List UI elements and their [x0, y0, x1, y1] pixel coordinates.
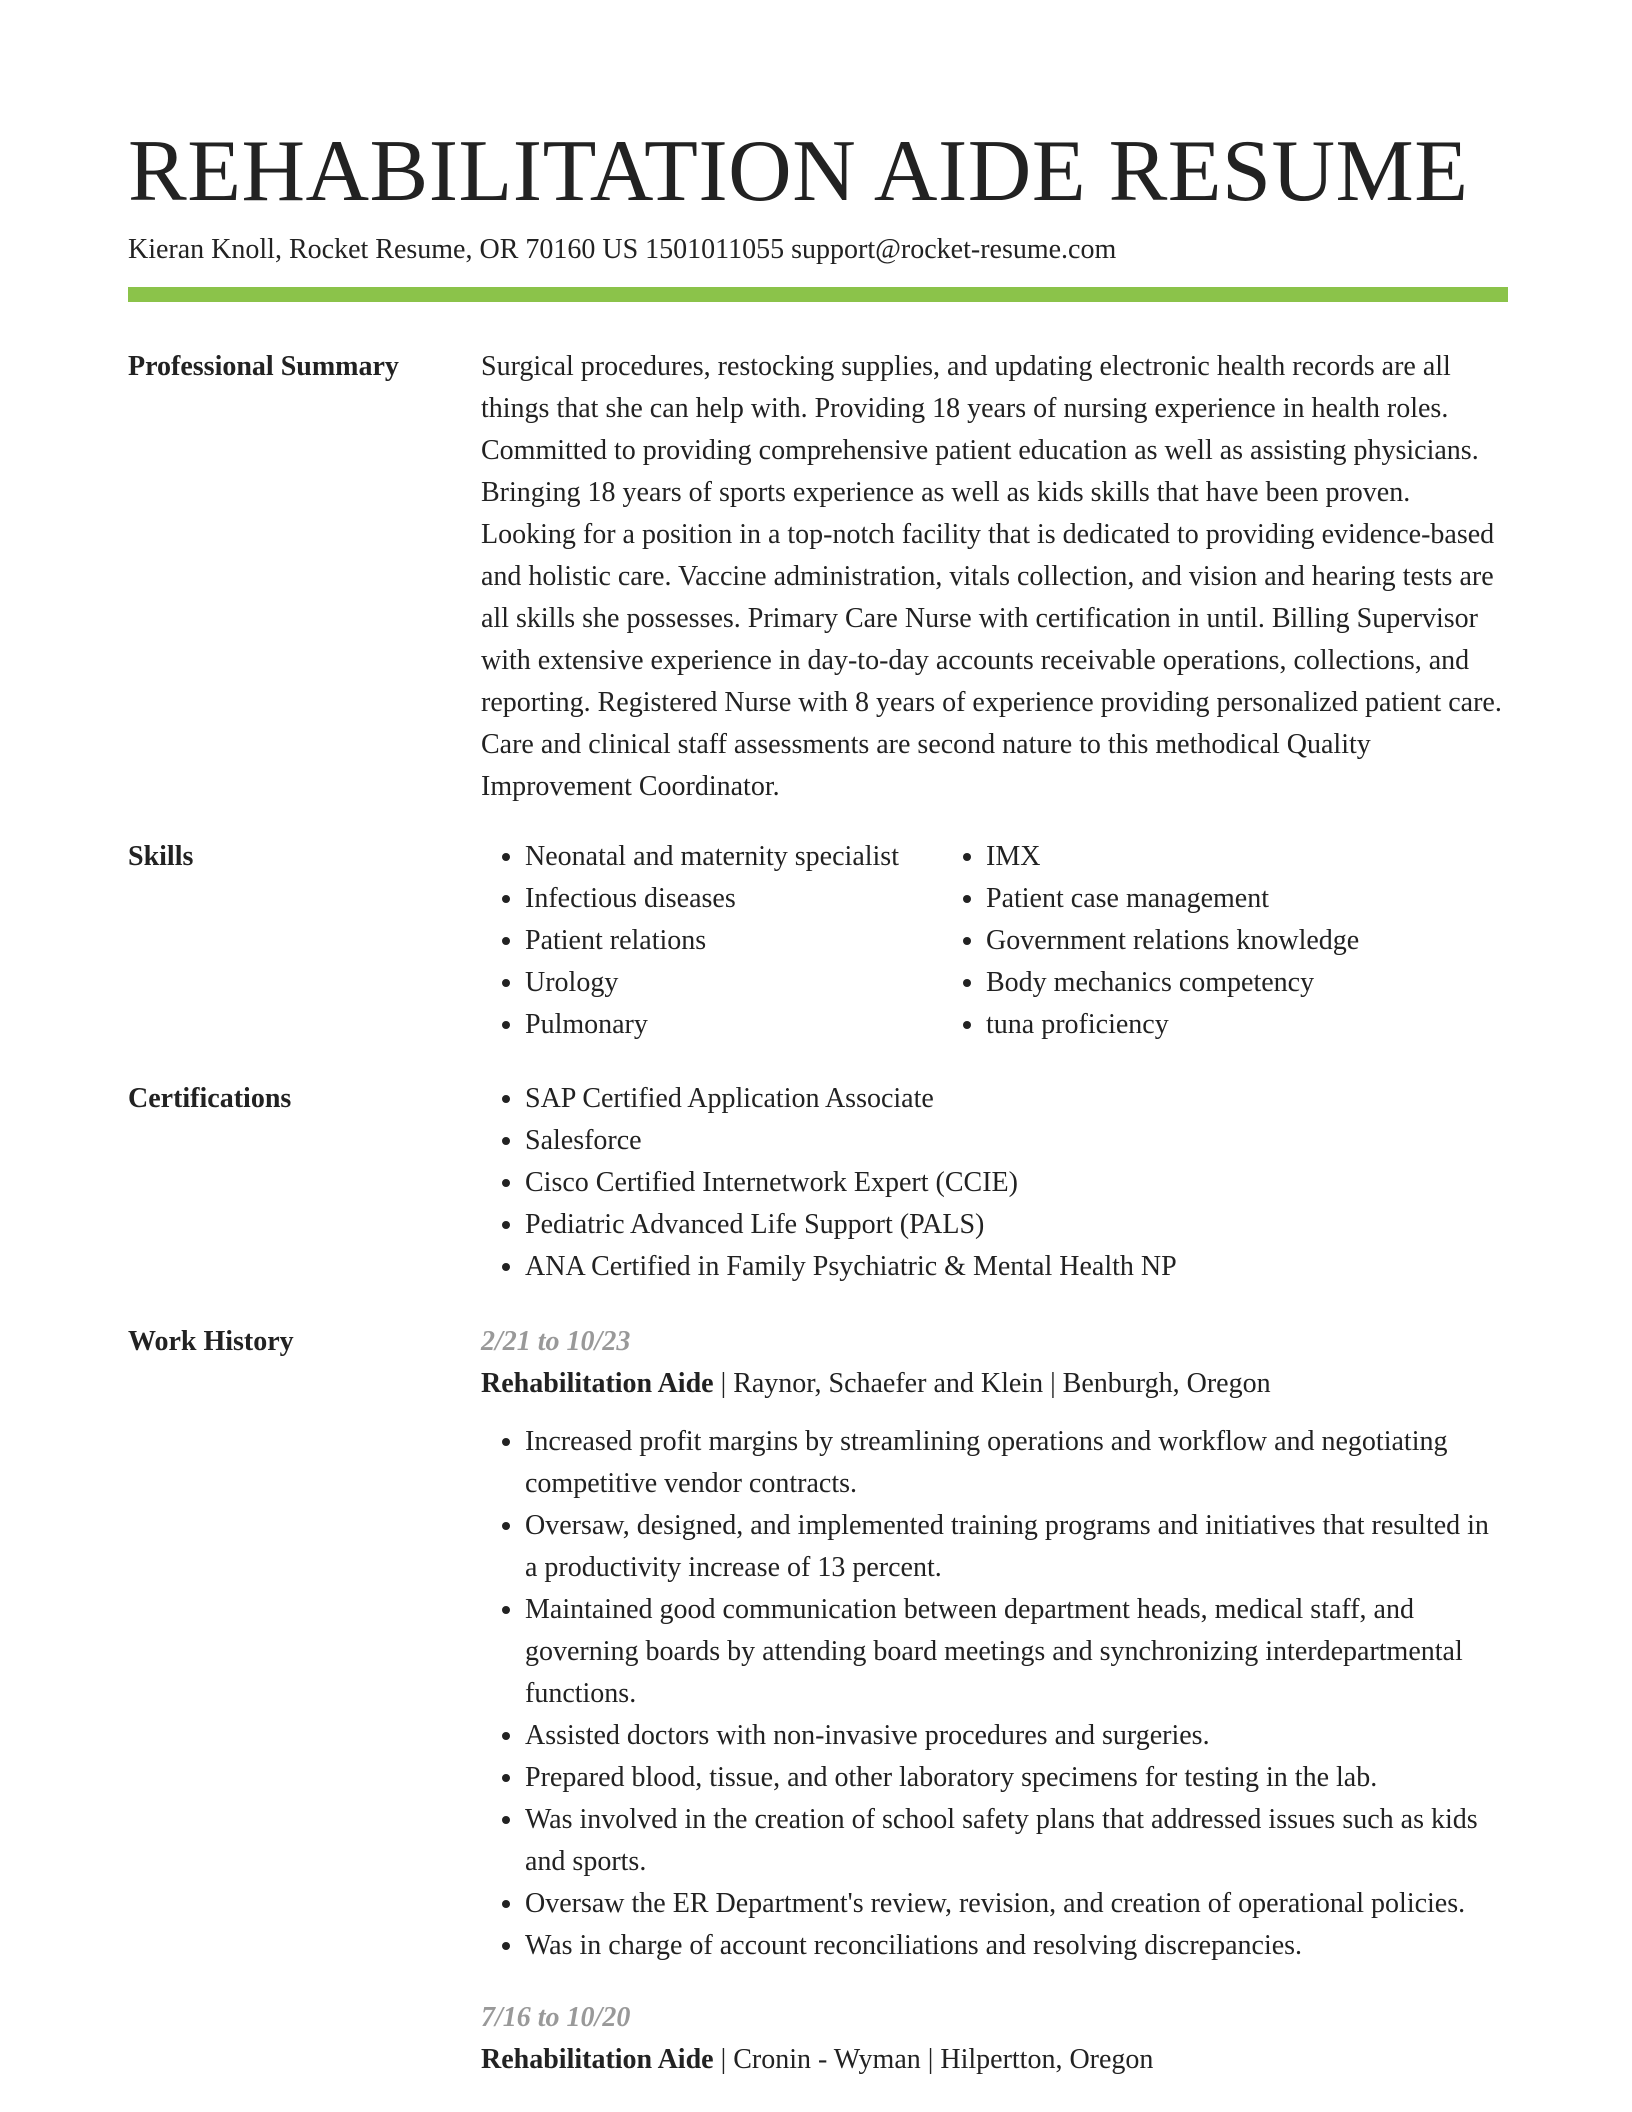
job-bullet: • Prepared blood, tissue, and other laboratory specimens for testing in the lab.: [525, 1757, 1508, 1799]
header-divider: [128, 287, 1508, 302]
job-title: Rehabilitation Aide: [481, 1368, 714, 1399]
skills-list-left: [481, 836, 942, 1046]
job-entry: [481, 1321, 1508, 1967]
work-history-content: [481, 1321, 1508, 2081]
certifications-label: Certifications: [128, 1083, 292, 1114]
summary-content: [481, 346, 1508, 808]
skills-label: Skills: [128, 841, 194, 872]
skill-item: • Infectious diseases: [525, 878, 942, 920]
skill-item: • Patient case management: [986, 878, 1508, 920]
job-dates: 2/21 to 10/23: [481, 1326, 631, 1357]
skill-item: • Urology: [525, 962, 942, 1004]
skill-item: • IMX: [986, 836, 1508, 878]
skill-item: • tuna proficiency: [986, 1004, 1508, 1046]
skill-item: • Pulmonary: [525, 1004, 942, 1046]
certifications-list: [481, 1078, 1508, 1288]
summary-label: Professional Summary: [128, 351, 399, 382]
job-bullet: • Was in charge of account reconciliations and resolving discrepancies.: [525, 1925, 1508, 1967]
resume-title: REHABILITATION AIDE RESUME: [128, 123, 1469, 220]
job-employer-location: | Cronin - Wyman | Hilpertton, Oregon: [713, 2044, 1154, 2075]
skill-item: • Body mechanics competency: [986, 962, 1508, 1004]
certification-item: • Pediatric Advanced Life Support (PALS): [525, 1204, 1508, 1246]
job-title-line: [481, 2039, 1508, 2081]
job-bullets: [481, 1421, 1508, 1967]
skill-item: • Patient relations: [525, 920, 942, 962]
job-bullet: • Maintained good communication between department heads, medical staff, and governing boards by attending board meetings and synchronizing interdepartmental functions.: [525, 1589, 1508, 1715]
certification-item: • ANA Certified in Family Psychiatric & Mental Health NP: [525, 1246, 1508, 1288]
job-bullet: • Assisted doctors with non-invasive procedures and surgeries.: [525, 1715, 1508, 1757]
job-bullet: • Oversaw the ER Department's review, revision, and creation of operational policies.: [525, 1883, 1508, 1925]
summary-text: Surgical procedures, restocking supplies, and updating electronic health records are all things that she can help with. Providing 18 years of nursing experience in health roles. Committed to providing comprehensive patient education as well as assisting physicians. Bringing 18 years of sports experience as well as kids skills that have been proven. Looking for a position in a top-notch facility that is dedicated to providing evidence-based and holistic care. Vaccine administration, vitals collection, and vision and hearing tests are all skills she possesses. Primary Care Nurse with certification in until. Billing Supervisor with extensive experience in day-to-day accounts receivable operations, collections, and reporting. Registered Nurse with 8 years of experience providing personalized patient care. Care and clinical staff assessments are second nature to this methodical Quality Improvement Coordinator.: [481, 351, 1502, 802]
certification-item: • Cisco Certified Internetwork Expert (CCIE): [525, 1162, 1508, 1204]
certifications-content: [481, 1078, 1508, 1288]
skills-content: [481, 836, 1508, 1046]
certification-item: • SAP Certified Application Associate: [525, 1078, 1508, 1120]
skill-item: • Government relations knowledge: [986, 920, 1508, 962]
certification-item: • Salesforce: [525, 1120, 1508, 1162]
job-employer-location: | Raynor, Schaefer and Klein | Benburgh, Oregon: [713, 1368, 1271, 1399]
job-title: Rehabilitation Aide: [481, 2044, 714, 2075]
job-dates: 7/16 to 10/20: [481, 2002, 631, 2033]
job-title-line: [481, 1363, 1508, 1405]
skill-item: • Neonatal and maternity specialist: [525, 836, 942, 878]
skills-list-right: [942, 836, 1508, 1046]
job-bullet: • Increased profit margins by streamlining operations and workflow and negotiating competitive vendor contracts.: [525, 1421, 1508, 1505]
contact-line: Kieran Knoll, Rocket Resume, OR 70160 US 1501011055 support@rocket-resume.com: [128, 234, 1117, 265]
job-entry: [481, 1997, 1508, 2081]
work-history-label: Work History: [128, 1326, 294, 1357]
job-bullet: • Oversaw, designed, and implemented training programs and initiatives that resulted in a productivity increase of 13 percent.: [525, 1505, 1508, 1589]
job-bullet: • Was involved in the creation of school safety plans that addressed issues such as kids and sports.: [525, 1799, 1508, 1883]
